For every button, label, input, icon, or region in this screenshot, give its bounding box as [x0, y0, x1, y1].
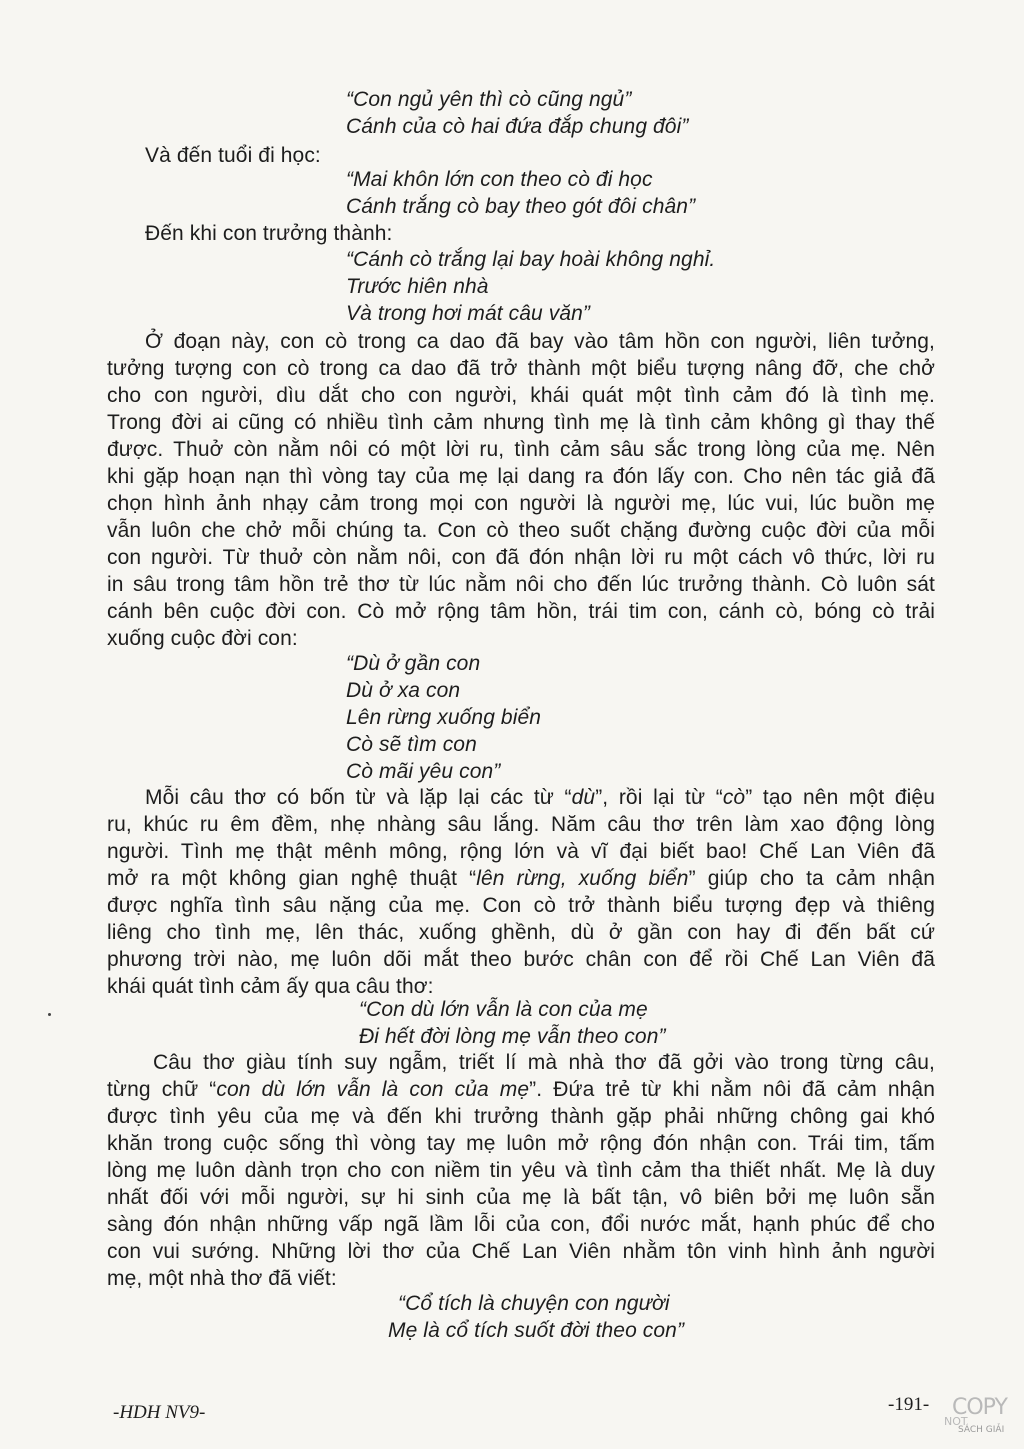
poem-line: Cánh trắng cò bay theo gót đôi chân” — [346, 195, 696, 218]
paragraph-line: Câu thơ giàu tính suy ngẫm, triết lí mà nhà thơ đã gởi vào trong từng câu, — [153, 1051, 935, 1074]
text-run: từng chữ “ — [107, 1078, 217, 1101]
paragraph-line: in sâu trong tâm hồn trẻ thơ từ lúc nằm nôi cho đến lúc trưởng thành. Cò luôn sát — [107, 573, 935, 596]
text-run: Mỗi câu thơ có bốn từ và lặp lại các từ “ — [145, 786, 572, 809]
poem-line: “Cổ tích là chuyện con người — [398, 1292, 670, 1315]
paragraph-line — [107, 784, 935, 811]
poem-excerpt-1 — [346, 86, 688, 140]
paragraph-line: khái quát tình cảm ấy qua câu thơ: — [107, 975, 434, 998]
paragraph-2 — [107, 784, 935, 1000]
watermark-not-text: NOT — [944, 1415, 968, 1428]
poem-line: Cò mãi yêu con” — [346, 760, 501, 783]
paragraph-line: được. Thuở còn nằm nôi có một lời ru, tình cảm sâu sắc trong lòng của mẹ. Nên — [107, 438, 935, 461]
poem-line: “Con dù lớn vẫn là con của mẹ — [359, 998, 648, 1021]
paragraph-line: tưởng tượng con cò trong ca dao đã trở thành một biểu tượng nâng đỡ, che chở — [107, 357, 935, 380]
quoted-phrase: lên rừng, xuống biển — [476, 867, 689, 890]
poem-excerpt-6 — [388, 1290, 684, 1344]
poem-line: Cánh của cò hai đứa đắp chung đôi” — [346, 115, 689, 138]
paragraph-line: nhất đối với mỗi người, sự hi sinh của mẹ là bất tận, vô biên bởi mẹ luôn sẵn — [107, 1186, 935, 1209]
poem-line: Mẹ là cổ tích suốt đời theo con” — [388, 1319, 685, 1342]
scan-speck — [48, 1013, 51, 1016]
paragraph-line: được tình yêu của mẹ và đến khi trưởng thành gặp phải những chông gai khó — [107, 1105, 935, 1128]
paragraph-line — [107, 865, 935, 892]
paragraph-line: con vui sướng. Những lời thơ của Chế Lan Viên nhằm tôn vinh hình ảnh người — [107, 1240, 935, 1263]
poem-line: “Dù ở gần con — [346, 652, 481, 675]
page-number: -191- — [888, 1394, 930, 1415]
text-run: ”, rồi lại từ “ — [595, 786, 723, 809]
poem-line: Đi hết đời lòng mẹ vẫn theo con” — [359, 1025, 666, 1048]
paragraph-line: khi gặp hoạn nạn thì vòng tay của mẹ lại dang ra đón lấy con. Cho nên tác giả đã — [107, 465, 935, 488]
poem-line: “Cánh cò trắng lại bay hoài không nghỉ. — [346, 248, 716, 271]
watermark-logo — [944, 1395, 1014, 1441]
quoted-phrase: con dù lớn vẫn là con của mẹ — [216, 1078, 530, 1101]
paragraph-line: lòng mẹ luôn dành trọn cho con niềm tin yêu và tình cảm tha thiết nhất. Mẹ là duy — [107, 1159, 935, 1182]
paragraph-line: khăn trong cuộc sống thì vòng tay mẹ luôn mở rộng đón nhận con. Trái tim, tấm — [107, 1132, 935, 1155]
intro-line: Và đến tuổi đi học: — [145, 144, 321, 167]
watermark-copy-text: COPY — [952, 1395, 1007, 1420]
paragraph-line: chọn hình ảnh nhạy cảm trong mọi con người là người mẹ, lúc vui, lúc buồn mẹ — [107, 492, 935, 515]
paragraph-line: phương trời nào, mẹ luôn dõi mắt theo bước chân con để rồi Chế Lan Viên đã — [107, 948, 935, 971]
paragraph-line: cho con người, dìu dắt cho con người, khái quát một tình cảm đó là tình mẹ. — [107, 384, 935, 407]
paragraph-1 — [107, 328, 935, 652]
text-run: ” giúp cho ta cảm nhận — [688, 867, 936, 890]
poem-line: Và trong hơi mát câu văn” — [346, 302, 590, 325]
paragraph-line: người. Tình mẹ thật mênh mông, rộng lớn và vĩ đại biết bao! Chế Lan Viên đã — [107, 840, 935, 863]
poem-line: Cò sẽ tìm con — [346, 733, 477, 756]
quoted-word: cò — [722, 786, 746, 809]
poem-line: Lên rừng xuống biển — [346, 706, 542, 729]
poem-line: “Mai khôn lớn con theo cò đi học — [346, 168, 653, 191]
paragraph-line: con người. Từ thuở còn nằm nôi, con đã đón nhận lời ru một cách vô thức, lời ru — [107, 546, 935, 569]
paragraph-line: cánh bên cuộc đời con. Cò mở rộng tâm hồn, trái tim con, cánh cò, bóng cò trải — [107, 600, 935, 623]
poem-excerpt-2 — [346, 166, 695, 220]
paragraph-line: được nghĩa tình sâu nặng của mẹ. Con cò trở thành biểu tượng đẹp và thiêng — [107, 894, 935, 917]
paragraph-line: ru, khúc ru êm đềm, nhẹ nhàng sâu lắng. Năm câu thơ trên làm xao động lòng — [107, 813, 935, 836]
paragraph-3 — [107, 1049, 935, 1292]
text-run: ” tạo nên một điệu — [745, 786, 935, 809]
paragraph-line: liêng cho tình mẹ, lên thác, xuống ghềnh, dù ở gần con hay đi đến bất cứ — [107, 921, 935, 944]
paragraph-line: Ở đoạn này, con cò trong ca dao đã bay vào tâm hồn con người, liên tưởng, — [145, 330, 935, 353]
paragraph-line: sàng đón nhận những vấp ngã lầm lỗi của con, đổi nước mắt, hạnh phúc để cho — [107, 1213, 935, 1236]
poem-line: Dù ở xa con — [346, 679, 461, 702]
text-run: ”. Đứa trẻ từ khi nằm nôi đã cảm nhận — [529, 1078, 935, 1101]
paragraph-line: vẫn luôn che chở mỗi chúng ta. Con cò theo suốt chặng đường cuộc đời của mỗi — [107, 519, 935, 542]
text-run: mở ra một không gian nghệ thuật “ — [107, 867, 477, 890]
paragraph-line: Trong đời ai cũng có nhiều tình cảm nhưng tình mẹ là tình cảm không gì thay thế — [107, 411, 935, 434]
poem-excerpt-5 — [359, 996, 666, 1050]
quoted-word: dù — [571, 786, 596, 809]
poem-excerpt-3 — [346, 246, 715, 327]
watermark-site-text: SÁCH GIẢI — [958, 1425, 1005, 1435]
footer-book-code: -HDH NV9- — [113, 1402, 206, 1423]
paragraph-line: mẹ, một nhà thơ đã viết: — [107, 1267, 337, 1290]
poem-excerpt-4 — [346, 650, 541, 785]
intro-line: Đến khi con trưởng thành: — [145, 222, 393, 245]
poem-line: “Con ngủ yên thì cò cũng ngủ” — [346, 88, 632, 111]
paragraph-line — [107, 1076, 935, 1103]
paragraph-line: xuống cuộc đời con: — [107, 627, 298, 650]
poem-line: Trước hiên nhà — [346, 275, 489, 298]
